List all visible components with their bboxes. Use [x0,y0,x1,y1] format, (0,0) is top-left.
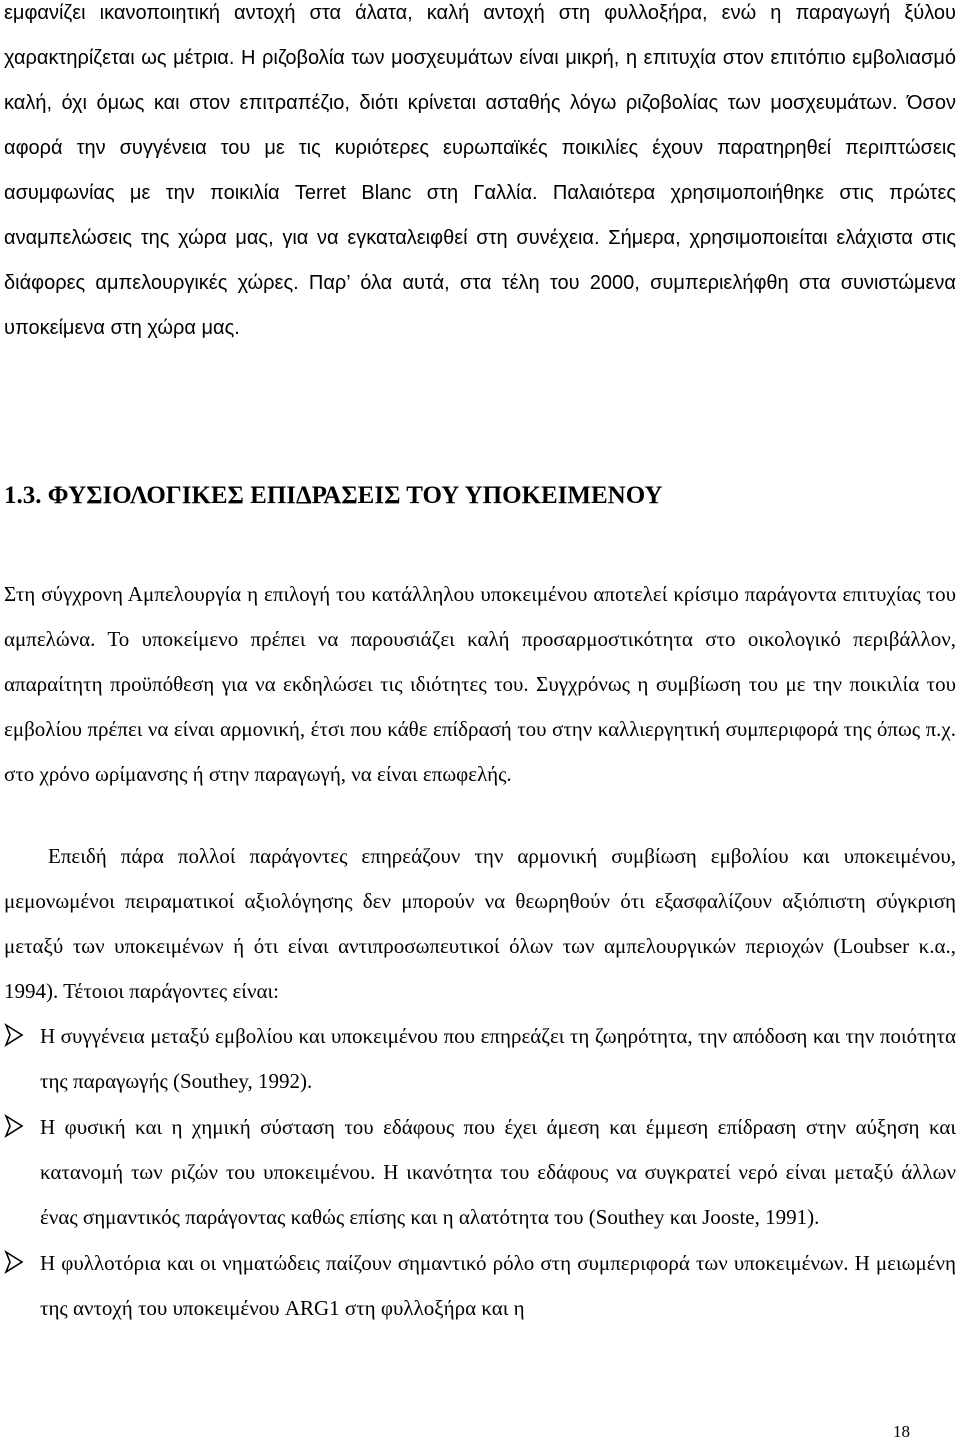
section-heading: 1.3. ΦΥΣΙΟΛΟΓΙΚΕΣ ΕΠΙΔΡΑΣΕΙΣ ΤΟΥ ΥΠΟΚΕΙΜΕΝΟΥ [4,482,663,509]
page-number: 18 [893,1422,910,1441]
intro-paragraph: εμφανίζει ικανοποιητική αντοχή στα άλατα, καλή αντοχή στη φυλλοξήρα, ενώ η παραγωγή ξύλου χαρακτηρίζεται ως μέτρια. Η ριζοβολία των μοσχευμάτων είναι μικρή, η επιτυχία στον επιτόπιο εμβολιασμό καλή, όχι όμως και στον επιτραπέζιο, διότι κρίνεται ασταθής λόγω ριζοβολίας των μοσχευμάτων. Όσον αφορά την συγγένεια του με τις κυριότερες ευρωπαϊκές ποικιλίες έχουν παρατηρηθεί περιπτώσεις ασυμφωνίας με την ποικιλία Terret Blanc στη Γαλλία. Παλαιότερα χρησιμοποιήθηκε στις πρώτες αναμπελώσεις της χώρα μας, για να εγκαταλειφθεί στη συνέχεια. Σήμερα, χρησιμοποιείται ελάχιστα στις διάφορες αμπελουργικές χώρες. Παρ’ όλα αυτά, στα τέλη του 2000, συμπεριελήφθη στα συνιστώμενα υποκείμενα στη χώρα μας. [4,2,956,339]
list-item-text: Η φυλλοτόρια και οι νηματώδεις παίζουν σημαντικό ρόλο στη συμπεριφορά των υποκειμένων. Η μειωμένη της αντοχή του υποκειμένου ARG1 στη φυλλοξήρα και η [40,1251,956,1320]
list-item-text: Η συγγένεια μεταξύ εμβολίου και υποκειμένου που επηρεάζει τη ζωηρότητα, την απόδοση και την ποιότητα της παραγωγής (Southey, 1992). [40,1024,956,1093]
list-item-text: Η φυσική και η χημική σύσταση του εδάφους που έχει άμεση και έμμεση επίδραση στην αύξηση και κατανομή των ριζών του υποκειμένου. Η ικανότητα του εδάφους να συγκρατεί νερό είναι μεταξύ άλλων ένας σημαντικός παράγοντας καθώς επίσης και η αλατότητα του (Southey και Jooste, 1991). [40,1115,956,1229]
body-paragraph: Στη σύγχρονη Αμπελουργία η επιλογή του κατάλληλου υποκειμένου αποτελεί κρίσιμο παράγοντα επιτυχίας του αμπελώνα. Το υποκείμενο πρέπει να παρουσιάζει καλή προσαρμοστικότητα στο οικολογικό περιβάλλον, απαραίτητη προϋπόθεση για να εκδηλώσει τις ιδιότητες του. Συγχρόνως η συμβίωση του με την ποικιλία του εμβολίου πρέπει να είναι αρμονική, έτσι που κάθε επίδρασή του στην καλλιεργητική συμπεριφορά της όπως π.χ. στο χρόνο ωρίμανσης ή στην παραγωγή, να είναι επωφελής. [4,582,956,786]
list-item [4,1014,956,1104]
list-item [4,1105,956,1240]
arrowhead-bullet-icon [4,1023,24,1047]
list-item [4,1241,956,1331]
arrowhead-bullet-icon [4,1250,24,1274]
factors-list [4,1014,956,1332]
body-paragraph: Επειδή πάρα πολλοί παράγοντες επηρεάζουν την αρμονική συμβίωση εμβολίου και υποκειμένου, μεμονωμένοι πειραματικοί αξιολόγησης δεν μπορούν να θεωρηθούν ότι εξασφαλίζουν αξιόπιστη σύγκριση μεταξύ των υποκειμένων ή ότι είναι αντιπροσωπευτικοί όλων των αμπελουργικών περιοχών (Loubser κ.α., 1994). Τέτοιοι παράγοντες είναι: [4,844,956,1003]
arrowhead-bullet-icon [4,1114,24,1138]
